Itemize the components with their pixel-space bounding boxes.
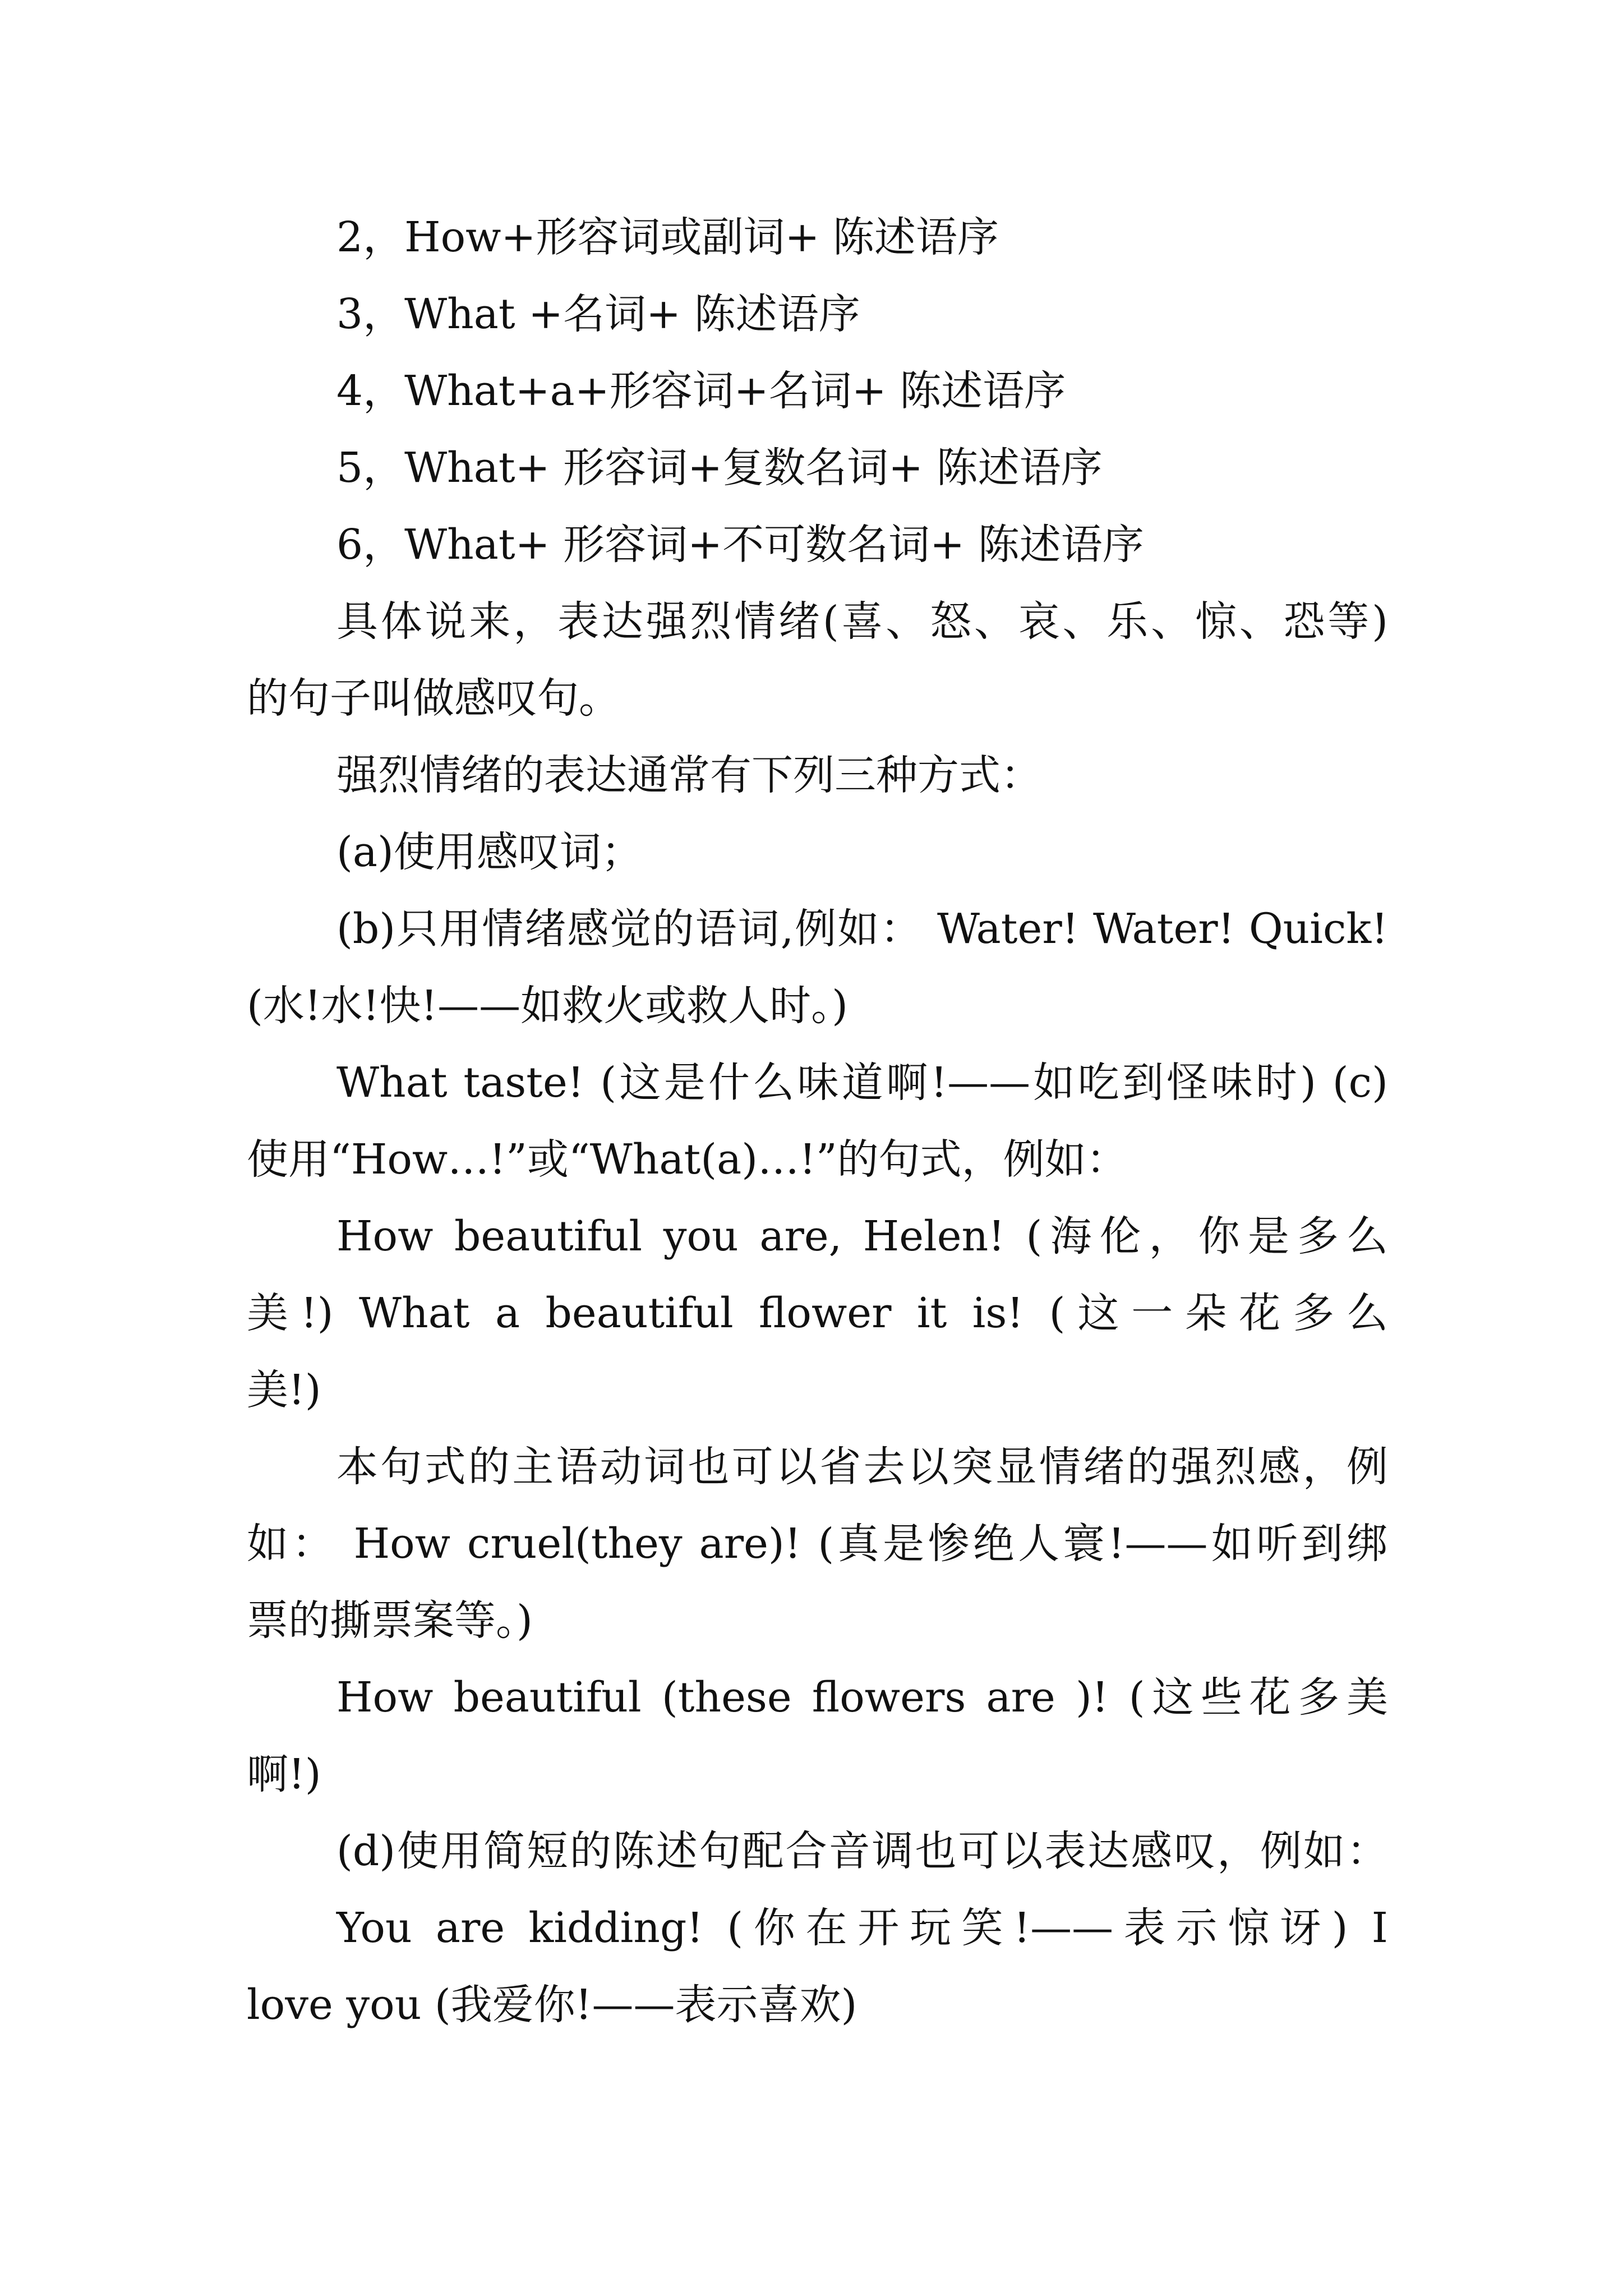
text-line: 3，What +名词+ 陈述语序 bbox=[336, 290, 860, 338]
text-line: 强烈情绪的表达通常有下列三种方式： bbox=[336, 751, 1042, 799]
text-line: (a)使用感叹词； bbox=[336, 828, 643, 876]
text-line: What taste! (这是什么味道啊!——如吃到怪味时) (c) bbox=[336, 1059, 1388, 1107]
text-line: (d)使用简短的陈述句配合音调也可以表达感叹，例如： bbox=[336, 1827, 1388, 1875]
text-line: 6，What+ 形容词+不可数名词+ 陈述语序 bbox=[336, 521, 1144, 569]
text-line: You are kidding! (你在开玩笑!——表示惊讶) I bbox=[336, 1904, 1388, 1952]
text-line: (水!水!快!——如救火或救人时。) bbox=[247, 982, 848, 1030]
text-line: (b)只用情绪感觉的语词,例如： Water! Water! Quick! bbox=[336, 905, 1388, 953]
text-line: 具体说来，表达强烈情绪(喜、怒、哀、乐、惊、恐等) bbox=[336, 597, 1388, 646]
text-line: 使用“How…!”或“What(a)…!”的句式，例如： bbox=[247, 1135, 1128, 1184]
text-line: How beautiful (these flowers are )! (这些花多美 bbox=[336, 1673, 1388, 1722]
text-line: 的句子叫做感叹句。 bbox=[247, 674, 620, 723]
text-line: 票的撕票案等。) bbox=[247, 1596, 533, 1645]
text-line: 5，What+ 形容词+复数名词+ 陈述语序 bbox=[336, 444, 1103, 492]
text-line: 本句式的主语动词也可以省去以突显情绪的强烈感，例 bbox=[336, 1443, 1388, 1491]
text-line: 美!) bbox=[247, 1366, 321, 1414]
document-body bbox=[247, 199, 1388, 2044]
text-line: 美!) What a beautiful flower it is! (这一朵花多么 bbox=[247, 1289, 1388, 1337]
text-line: 2，How+形容词或副词+ 陈述语序 bbox=[336, 213, 999, 261]
text-line: love you (我爱你!——表示喜欢) bbox=[247, 1981, 857, 2029]
text-line: 啊!) bbox=[247, 1750, 321, 1798]
text-line: 4，What+a+形容词+名词+ 陈述语序 bbox=[336, 367, 1066, 415]
text-line: How beautiful you are, Helen! (海伦，你是多么 bbox=[336, 1212, 1388, 1260]
text-line: 如： How cruel(they are)! (真是惨绝人寰!——如听到绑 bbox=[247, 1520, 1388, 1568]
